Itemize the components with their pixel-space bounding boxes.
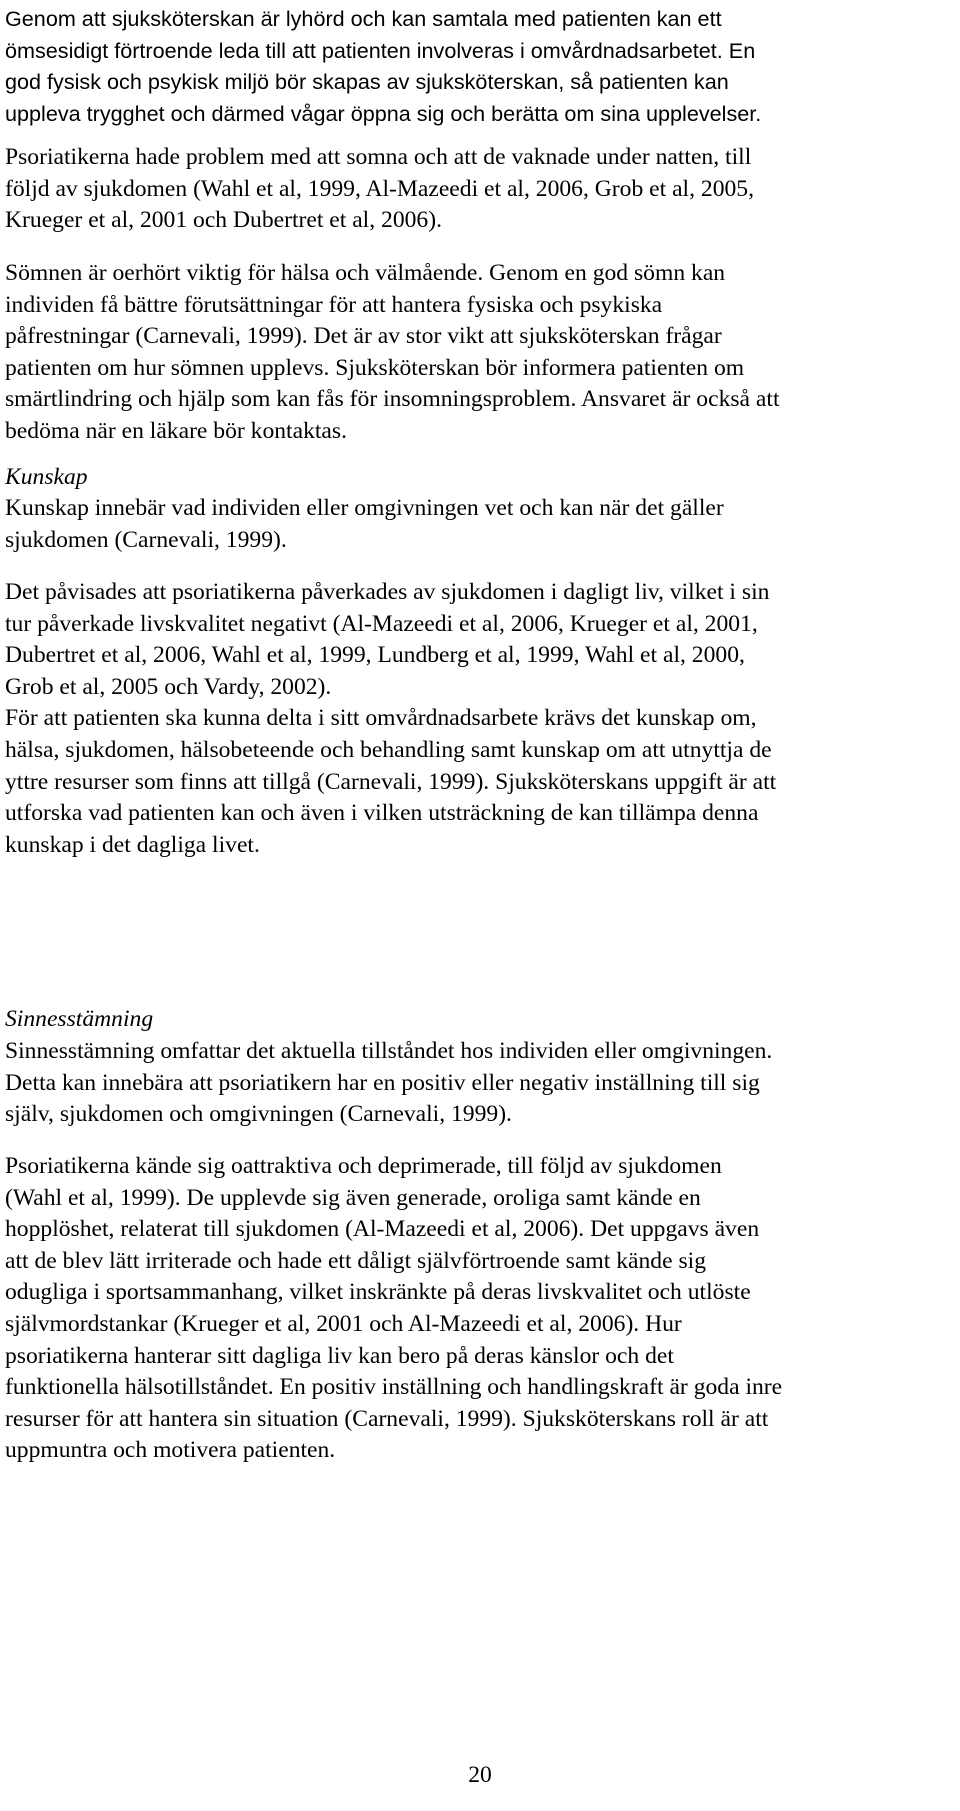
text-line: hälsa, sjukdomen, hälsobeteende och behandling samt kunskap om att utnyttja de — [5, 736, 772, 763]
text-line: följd av sjukdomen (Wahl et al, 1999, Al-Mazeedi et al, 2006, Grob et al, 2005, — [5, 175, 754, 202]
text-line: Genom att sjuksköterskan är lyhörd och kan samtala med patienten kan ett — [5, 6, 722, 31]
text-line: Sömnen är oerhört viktig för hälsa och välmående. Genom en god sömn kan — [5, 260, 726, 286]
sinnesstamning-definition — [5, 1036, 953, 1131]
text-line: odugliga i sportsammanhang, vilket inskränkte på deras livskvalitet och utlöste — [5, 1279, 751, 1306]
text-line: Psoriatikerna kände sig oattraktiva och deprimerade, till följd av sjukdomen — [5, 1153, 722, 1179]
text-line: patienten om hur sömnen upplevs. Sjuksköterskan bör informera patienten om — [5, 354, 745, 381]
text-line: själv, sjukdomen och omgivningen (Carnevali, 1999). — [5, 1101, 512, 1128]
kunskap-paragraph — [5, 577, 953, 861]
text-line: resurser för att hantera sin situation (Carnevali, 1999). Sjuksköterskans roll är att — [5, 1405, 769, 1432]
text-line: individen få bättre förutsättningar för att hantera fysiska och psykiska — [5, 291, 663, 318]
intro-paragraph — [5, 3, 953, 129]
text-line: att de blev lätt irriterade och hade ett dåligt självförtroende samt kände sig — [5, 1247, 707, 1274]
text-line: utforska vad patienten kan och även i vilken utsträckning de kan tillämpa denna — [5, 800, 759, 827]
text-line: god fysisk och psykisk miljö bör skapas av sjuksköterskan, så patienten kan — [5, 69, 729, 95]
text-line: ömsesidigt förtroende leda till att patienten involveras i omvårdnadsarbetet. En — [5, 37, 756, 63]
kunskap-definition — [5, 493, 953, 556]
text-line: Detta kan innebära att psoriatikern har en positiv eller negativ inställning till sig — [5, 1069, 760, 1096]
text-line: funktionella hälsotillståndet. En positiv inställning och handlingskraft är goda inre — [5, 1374, 783, 1401]
section-heading-kunskap: Kunskap — [5, 464, 88, 490]
text-line: bedöma när en läkare bör kontaktas. — [5, 417, 347, 444]
text-line: Krueger et al, 2001 och Dubertret et al, 2006). — [5, 207, 442, 234]
text-line: hopplöshet, relaterat till sjukdomen (Al-Mazeedi et al, 2006). Det uppgavs även — [5, 1216, 760, 1243]
text-line: påfrestningar (Carnevali, 1999). Det är av stor vikt att sjuksköterskan frågar — [5, 323, 722, 350]
text-line: kunskap i det dagliga livet. — [5, 831, 260, 858]
page-number: 20 — [468, 1762, 492, 1788]
text-line: psoriatikerna hanterar sitt dagliga liv kan bero på deras känslor och det — [5, 1342, 674, 1369]
sleep-paragraph — [5, 142, 953, 237]
sleep-importance-paragraph — [5, 258, 953, 448]
text-line: självmordstankar (Krueger et al, 2001 och Al-Mazeedi et al, 2006). Hur — [5, 1310, 682, 1337]
text-line: tur påverkade livskvalitet negativt (Al-Mazeedi et al, 2006, Krueger et al, 2001, — [5, 610, 758, 637]
section-heading-sinnesstamning: Sinnesstämning — [5, 1006, 154, 1032]
text-line: yttre resurser som finns att tillgå (Carnevali, 1999). Sjuksköterskans uppgift är att — [5, 768, 777, 795]
text-line: (Wahl et al, 1999). De upplevde sig även generade, oroliga samt kände en — [5, 1184, 701, 1211]
sinnesstamning-paragraph — [5, 1151, 953, 1467]
text-line: uppmuntra och motivera patienten. — [5, 1437, 336, 1464]
text-line: För att patienten ska kunna delta i sitt omvårdnadsarbete krävs det kunskap om, — [5, 705, 757, 732]
text-line: Sinnesstämning omfattar det aktuella tillståndet hos individen eller omgivningen. — [5, 1038, 773, 1064]
text-line: Psoriatikerna hade problem med att somna och att de vaknade under natten, till — [5, 144, 752, 170]
text-line: Det påvisades att psoriatikerna påverkades av sjukdomen i dagligt liv, vilket i sin — [5, 579, 770, 605]
text-line: Kunskap innebär vad individen eller omgivningen vet och kan när det gäller — [5, 495, 724, 521]
text-line: Dubertret et al, 2006, Wahl et al, 1999, Lundberg et al, 1999, Wahl et al, 2000, — [5, 642, 745, 669]
text-line: Grob et al, 2005 och Vardy, 2002). — [5, 673, 332, 700]
text-line: uppleva trygghet och därmed vågar öppna sig och berätta om sina upplevelser. — [5, 100, 762, 126]
text-line: smärtlindring och hjälp som kan fås för insomningsproblem. Ansvaret är också att — [5, 386, 780, 413]
text-line: sjukdomen (Carnevali, 1999). — [5, 526, 287, 553]
